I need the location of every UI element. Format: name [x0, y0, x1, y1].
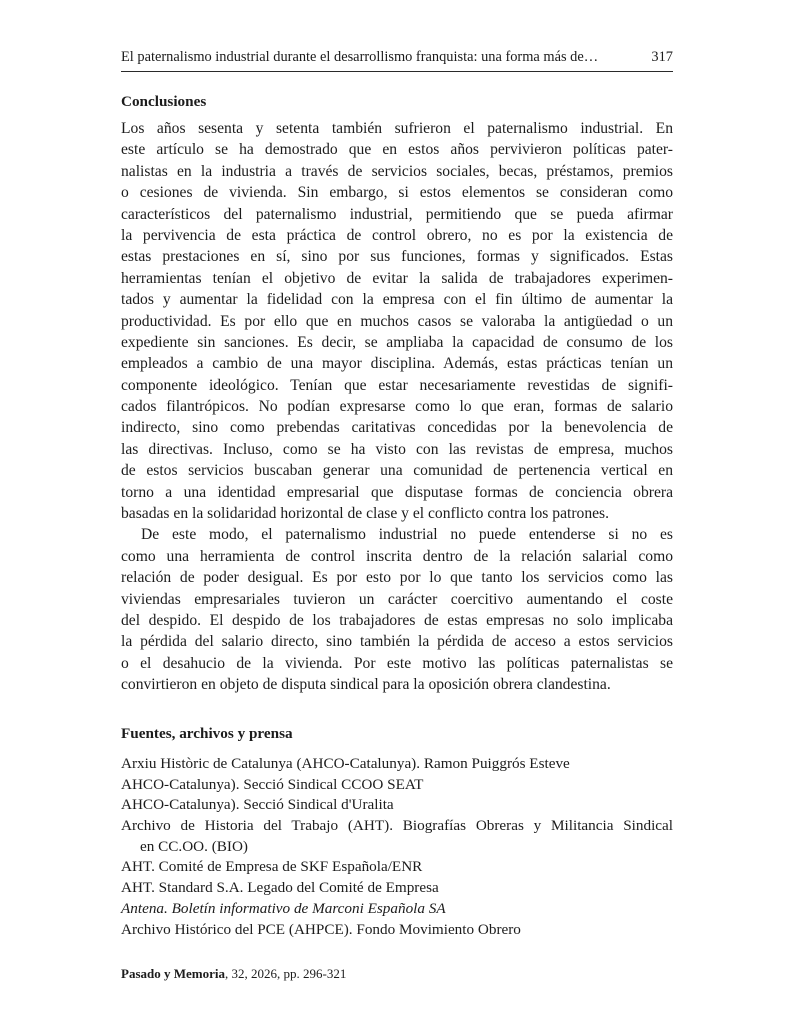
- text-line: herramientas tenían el objetivo de evitar la salida de trabajadores experimen-: [121, 269, 673, 287]
- text-line: característicos del paternalismo industrial, permitiendo que se pueda afirmar: [121, 205, 673, 223]
- text-line: viviendas empresariales tuvieron un carácter coercitivo aumentando el coste: [121, 590, 673, 608]
- text-line: convirtieron en objeto de disputa sindical para la oposición obrera clandestina.: [121, 676, 611, 694]
- sources-heading: Fuentes, archivos y prensa: [121, 725, 293, 742]
- text-line: basadas en la solidaridad horizontal de clase y el conflicto contra los patrones.: [121, 505, 609, 523]
- text-line: o cesiones de vivienda. Sin embargo, si estos elementos se consideran como: [121, 184, 673, 202]
- text-line: del despido. El despido de los trabajadores de estas empresas no solo implicaba: [121, 611, 673, 629]
- list-item: Arxiu Històric de Catalunya (AHCO-Catalunya). Ramon Puiggrós Esteve: [121, 755, 570, 772]
- text-line: las directivas. Incluso, como se ha visto con las revistas de empresa, muchos: [121, 440, 673, 458]
- text-line: nalistas en la industria a través de servicios sociales, becas, préstamos, premios: [121, 162, 673, 180]
- list-item-continuation: en CC.OO. (BIO): [140, 837, 248, 855]
- footer-citation: [121, 965, 346, 983]
- text-line: tados y aumentar la fidelidad con la empresa con el fin último de aumentar la: [121, 291, 673, 309]
- running-header: [121, 47, 673, 67]
- list-item: Archivo Histórico del PCE (AHPCE). Fondo Movimiento Obrero: [121, 920, 521, 938]
- text-line: relación de poder desigual. Es por esto por lo que tanto los servicios como las: [121, 569, 673, 587]
- text-line: como una herramienta de control inscrita dentro de la relación salarial como: [121, 547, 673, 565]
- list-item: AHCO-Catalunya). Secció Sindical d'Uralita: [121, 796, 394, 814]
- text-line: empleados a cambio de una mayor disciplina. Además, estas prácticas tenían un: [121, 355, 673, 373]
- text-line: cados filantrópicos. No podían expresarse como lo que eran, formas de salario: [121, 398, 673, 416]
- list-item: Antena. Boletín informativo de Marconi Española SA: [121, 899, 446, 917]
- text-line: expediente sin sanciones. Es decir, se ampliaba la capacidad de consumo de los: [121, 333, 673, 351]
- text-line: de estos servicios buscaban generar una comunidad de pertenencia vertical en: [121, 462, 673, 480]
- page: [121, 0, 673, 1024]
- header-rule: [121, 71, 673, 72]
- text-line: este artículo se ha demostrado que en estos años pervivieron políticas pater-: [121, 141, 673, 159]
- citation-details: , 32, 2026, pp. 296-321: [224, 966, 347, 981]
- list-item: AHCO-Catalunya). Secció Sindical CCOO SEAT: [121, 775, 424, 793]
- list-item: AHT. Standard S.A. Legado del Comité de Empresa: [121, 879, 439, 897]
- text-line: la pérdida del salario directo, sino también la pérdida de acceso a estos servicios: [121, 633, 673, 651]
- text-line: torno a una identidad empresarial que disputase formas de conciencia obrera: [121, 483, 673, 501]
- text-line: estas prestaciones en sí, sino por sus funciones, formas y significados. Estas: [121, 248, 673, 266]
- conclusions-heading: Conclusiones: [121, 93, 207, 110]
- text-line: o el desahucio de la vivienda. Por este motivo las políticas paternalistas se: [121, 654, 673, 672]
- text-line: la pervivencia de esta práctica de control obrero, no es por la existencia de: [121, 226, 673, 244]
- page-number: 317: [651, 49, 673, 65]
- text-line: productividad. Es por ello que en muchos casos se valoraba la antigüedad o un: [121, 312, 673, 330]
- conclusions-body: [121, 118, 673, 696]
- running-title: El paternalismo industrial durante el desarrollismo franquista: una forma más de…: [121, 49, 599, 65]
- text-line: De este modo, el paternalismo industrial no puede entenderse si no es: [141, 526, 673, 544]
- text-line: Los años sesenta y setenta también sufrieron el paternalismo industrial. En: [121, 120, 673, 137]
- text-line: componente ideológico. Tenían que estar necesariamente revestidas de signifi-: [121, 376, 673, 394]
- sources-list: [121, 754, 673, 940]
- list-item: AHT. Comité de Empresa de SKF Española/ENR: [121, 858, 423, 876]
- journal-name: Pasado y Memoria: [121, 966, 225, 981]
- text-line: indirecto, sino como prebendas caritativas concedidas por la benevolencia de: [121, 419, 673, 437]
- list-item: Archivo de Historia del Trabajo (AHT). Biografías Obreras y Militancia Sindical: [121, 817, 673, 835]
